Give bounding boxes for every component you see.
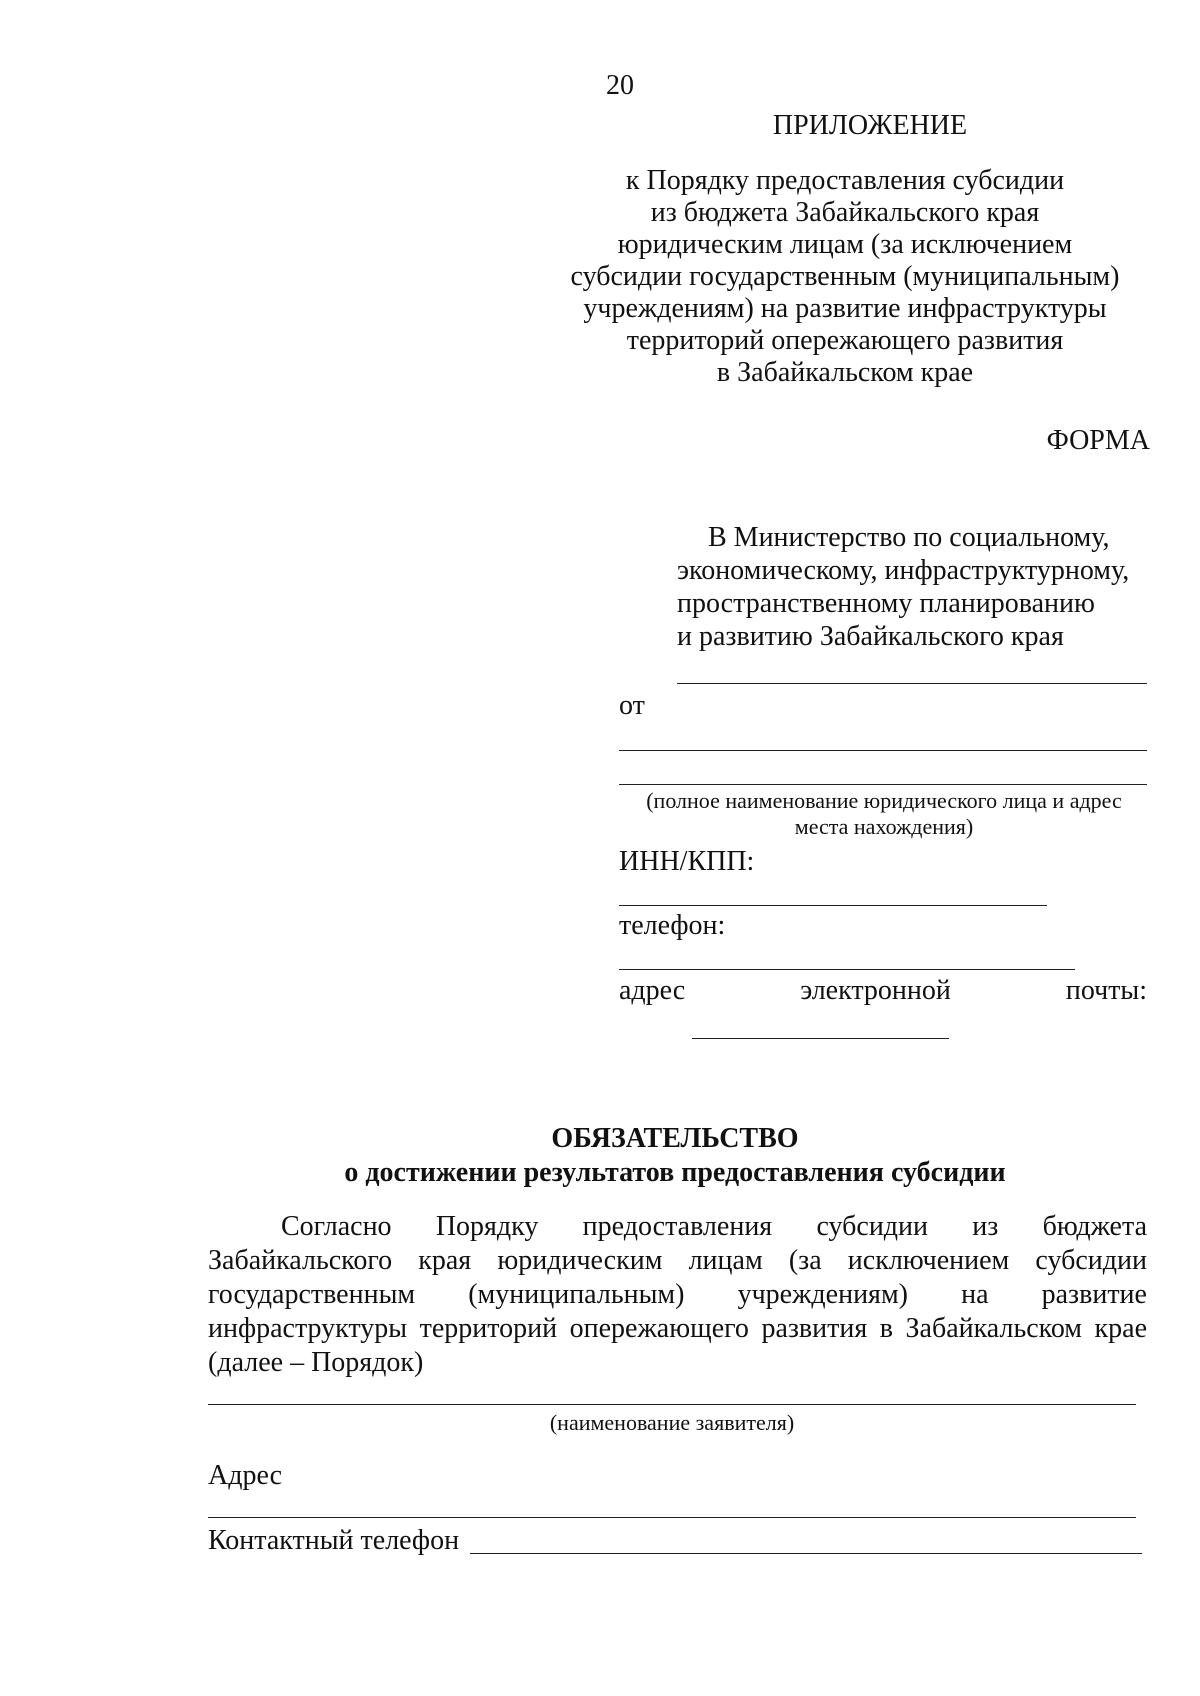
body-word: Порядку [435, 1211, 539, 1242]
addressee-line: В Министерство по социальному, [708, 522, 1110, 553]
addressee-signature-line [677, 683, 1147, 684]
sender-caption-line1: (полное наименование юридического лица и адрес [646, 788, 1122, 813]
applicant-caption: (наименование заявителя) [549, 1410, 795, 1435]
body-word: опережающего [569, 1313, 749, 1344]
body-word: края [418, 1245, 472, 1276]
body-word: лицам [688, 1245, 763, 1276]
appendix-line: из бюджета Забайкальского края [650, 197, 1040, 228]
address-label: Адрес [208, 1460, 283, 1491]
contact-phone-label: Контактный телефон [208, 1525, 460, 1556]
addressee-line: экономическому, инфраструктурному, [677, 555, 1130, 586]
body-word: субсидии [1035, 1245, 1147, 1276]
phone-label: телефон: [619, 910, 726, 941]
body-word: исключением [847, 1245, 1010, 1276]
body-word: территорий [419, 1313, 558, 1344]
email-word: адрес [619, 975, 686, 1006]
contact-phone-line [470, 1553, 1142, 1554]
body-word: Забайкальском [905, 1313, 1083, 1344]
body-word: Согласно [281, 1211, 392, 1242]
body-word: развитие [1041, 1279, 1147, 1310]
appendix-line: субсидии государственным (муниципальным) [570, 261, 1120, 292]
document-subtitle: о достижении результатов предоставления субсидии [344, 1157, 1006, 1188]
body-word: учреждениям) [737, 1279, 908, 1310]
body-word: бюджета [1042, 1211, 1147, 1242]
phone-line [619, 969, 1075, 970]
body-word: Забайкальского [208, 1245, 393, 1276]
addressee-line: пространственному планированию [677, 588, 1095, 619]
from-label: от [619, 690, 645, 721]
body-word: (муниципальным) [468, 1279, 685, 1310]
body-word: государственным [208, 1279, 416, 1310]
body-line [208, 1279, 1147, 1311]
body-word: крае [1094, 1313, 1147, 1344]
appendix-line: учреждениям) на развитие инфраструктуры [583, 293, 1107, 324]
document-title: ОБЯЗАТЕЛЬСТВО [551, 1123, 799, 1154]
body-word: субсидии [816, 1211, 929, 1242]
body-line [208, 1313, 1147, 1345]
addressee-line: и развитию Забайкальского края [677, 621, 1064, 652]
appendix-line: в Забайкальском крае [716, 357, 974, 388]
appendix-line: территорий опережающего развития [626, 325, 1064, 356]
email-word: почты: [1065, 975, 1147, 1006]
body-word: инфраструктуры [208, 1313, 408, 1344]
address-line [208, 1517, 1136, 1518]
appendix-line: юридическим лицам (за исключением [617, 229, 1073, 260]
body-last-line: (далее – Порядок) [208, 1347, 424, 1378]
email-word: электронной [800, 975, 951, 1006]
sender-name-line [619, 750, 1147, 751]
body-word: из [972, 1211, 999, 1242]
body-word: развития [761, 1313, 868, 1344]
sender-caption-line2: места нахождения) [794, 814, 974, 839]
body-word: предоставления [582, 1211, 773, 1242]
form-label: ФОРМА [1046, 425, 1150, 456]
body-word: на [961, 1279, 989, 1310]
body-word: юридическим [497, 1245, 663, 1276]
inn-label: ИНН/КПП: [619, 846, 755, 877]
sender-address-line [619, 784, 1147, 785]
inn-line [619, 905, 1047, 906]
email-label-row [619, 975, 1147, 1007]
page-number: 20 [606, 70, 634, 101]
body-word: в [879, 1313, 893, 1344]
body-word: (за [788, 1245, 822, 1276]
appendix-line: к Порядку предоставления субсидии [625, 165, 1065, 196]
body-line [281, 1211, 1147, 1243]
applicant-name-line [208, 1404, 1136, 1405]
appendix-title: ПРИЛОЖЕНИЕ [772, 110, 968, 141]
body-line [208, 1245, 1147, 1277]
email-line [692, 1038, 949, 1039]
